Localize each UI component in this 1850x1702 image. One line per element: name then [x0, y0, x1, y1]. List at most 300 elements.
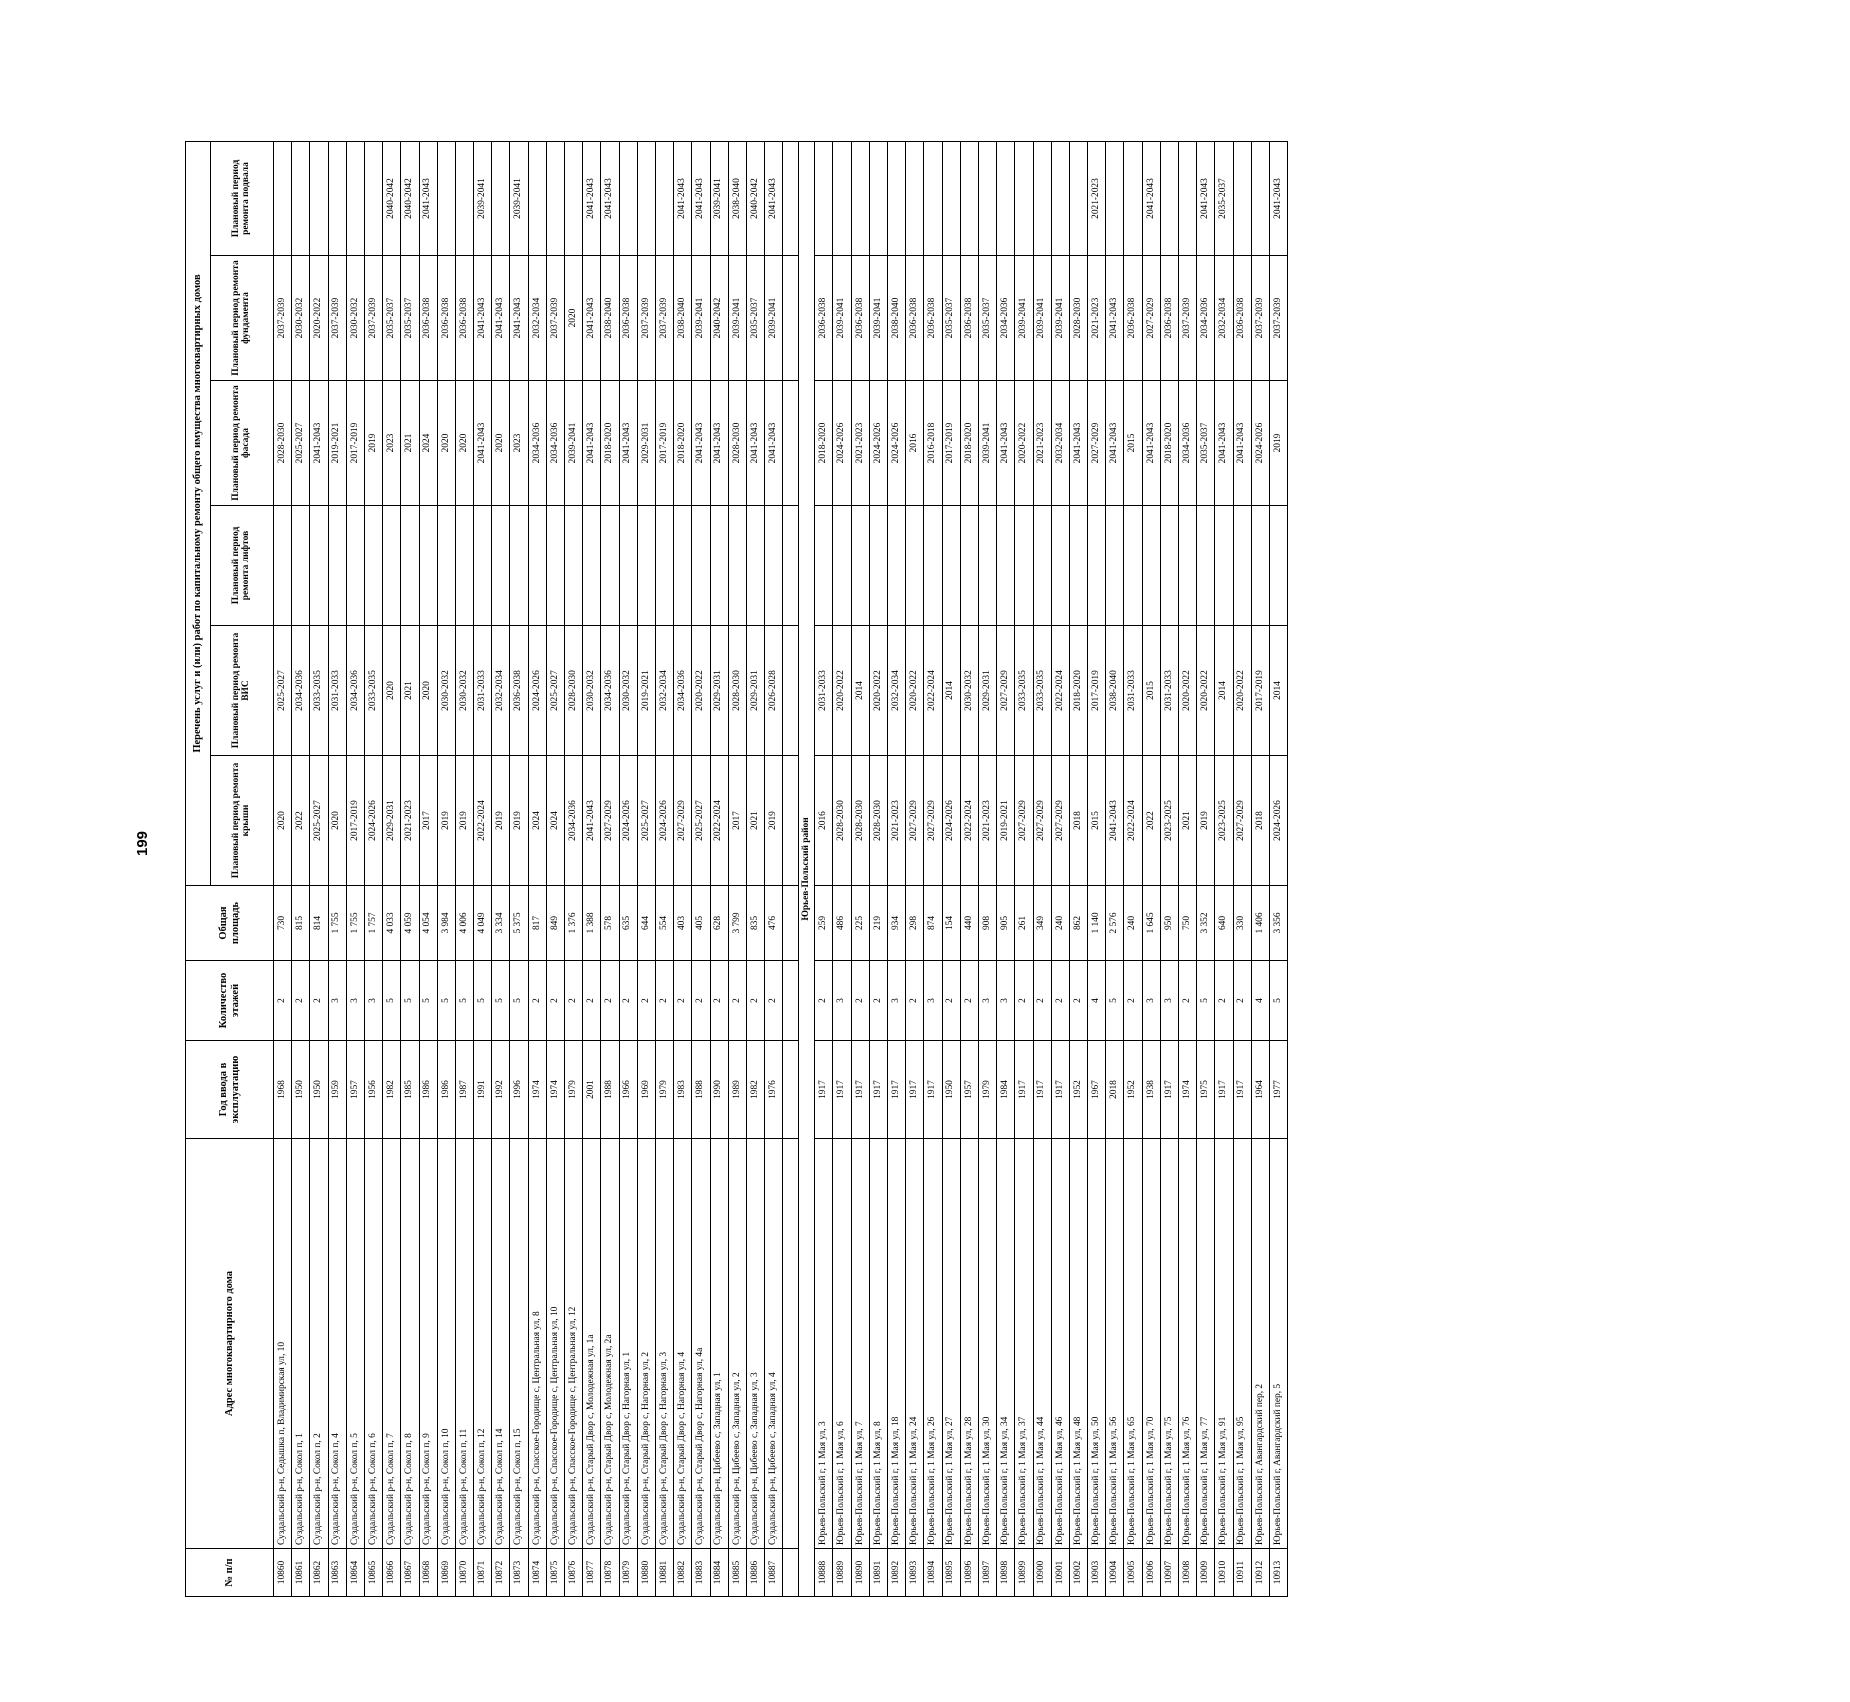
cell-basement	[1033, 142, 1051, 256]
cell-area: 950	[1160, 886, 1178, 961]
cell-foundation: 2039-2041	[833, 256, 851, 381]
cell-year: 1967	[1088, 1041, 1106, 1139]
cell-facade: 2041-2043	[692, 381, 710, 506]
cell-vis: 2029-2031	[978, 626, 996, 756]
cell-num: 10896	[960, 1549, 978, 1597]
cell-lifts	[274, 506, 292, 626]
cell-address: Юрьев-Польский г, 1 Мая ул, 76	[1179, 1139, 1197, 1549]
blank-cell	[783, 1139, 799, 1549]
cell-facade: 2015	[1124, 381, 1142, 506]
cell-year: 1950	[292, 1041, 310, 1139]
table-row	[1233, 142, 1251, 1597]
cell-lifts	[674, 506, 692, 626]
cell-floors: 2	[1069, 961, 1087, 1041]
cell-facade: 2017-2019	[346, 381, 364, 506]
cell-roof: 2019	[765, 756, 783, 886]
cell-floors: 5	[437, 961, 455, 1041]
cell-foundation: 2039-2041	[692, 256, 710, 381]
cell-address: Суздальский р-н, Цибеево с, Западная ул, 1	[710, 1139, 728, 1549]
cell-floors: 3	[833, 961, 851, 1041]
cell-roof: 2021-2023	[978, 756, 996, 886]
cell-vis: 2029-2031	[746, 626, 764, 756]
cell-facade: 2020	[455, 381, 473, 506]
cell-facade: 2021-2023	[1033, 381, 1051, 506]
cell-facade: 2034-2036	[546, 381, 564, 506]
cell-basement	[1106, 142, 1124, 256]
cell-foundation: 2037-2039	[1179, 256, 1197, 381]
cell-floors: 2	[292, 961, 310, 1041]
cell-address: Суздальский р-н, Старый Двор с, Нагорная ул, 3	[655, 1139, 673, 1549]
blank-cell	[783, 381, 799, 506]
cell-facade: 2041-2043	[583, 381, 601, 506]
cell-lifts	[1160, 506, 1178, 626]
cell-foundation: 2036-2038	[815, 256, 833, 381]
cell-address: Юрьев-Польский г, 1 Мая ул, 46	[1051, 1139, 1069, 1549]
cell-floors: 5	[1269, 961, 1287, 1041]
cell-address: Суздальский р-н, Сокол п, 2	[310, 1139, 328, 1549]
cell-year: 1968	[274, 1041, 292, 1139]
rotated-page	[180, 0, 1850, 1587]
cell-facade: 2028-2030	[274, 381, 292, 506]
cell-area: 644	[637, 886, 655, 961]
cell-num: 10882	[674, 1549, 692, 1597]
cell-year: 1956	[364, 1041, 382, 1139]
cell-year: 1982	[383, 1041, 401, 1139]
cell-lifts	[419, 506, 437, 626]
cell-foundation: 2039-2041	[765, 256, 783, 381]
cell-address: Юрьев-Польский г, 1 Мая ул, 48	[1069, 1139, 1087, 1549]
cell-address: Суздальский р-н, Сокол п, 12	[474, 1139, 492, 1549]
cell-foundation: 2036-2038	[419, 256, 437, 381]
cell-lifts	[978, 506, 996, 626]
cell-address: Юрьев-Польский г, 1 Мая ул, 91	[1215, 1139, 1233, 1549]
cell-area: 554	[655, 886, 673, 961]
table-row	[565, 142, 583, 1597]
cell-num: 10875	[546, 1549, 564, 1597]
cell-area: 1 140	[1088, 886, 1106, 961]
cell-address: Суздальский р-н, Старый Двор с, Нагорная ул, 1	[619, 1139, 637, 1549]
cell-floors: 4	[1251, 961, 1269, 1041]
cell-area: 1 376	[565, 886, 583, 961]
cell-floors: 3	[888, 961, 906, 1041]
cell-floors: 5	[492, 961, 510, 1041]
cell-area: 440	[960, 886, 978, 961]
cell-address: Суздальский р-н, Старый Двор с, Нагорная ул, 4а	[692, 1139, 710, 1549]
table-row	[546, 142, 564, 1597]
cell-lifts	[692, 506, 710, 626]
cell-facade: 2018-2020	[601, 381, 619, 506]
cell-num: 10909	[1197, 1549, 1215, 1597]
cell-roof: 2015	[1088, 756, 1106, 886]
cell-facade: 2032-2034	[1051, 381, 1069, 506]
cell-area: 3 352	[1197, 886, 1215, 961]
cell-facade: 2024-2026	[1251, 381, 1269, 506]
table-row	[851, 142, 869, 1597]
cell-facade: 2019	[1269, 381, 1287, 506]
cell-foundation: 2032-2034	[1215, 256, 1233, 381]
cell-facade: 2021-2023	[851, 381, 869, 506]
cell-roof: 2024-2026	[619, 756, 637, 886]
cell-roof: 2024-2026	[655, 756, 673, 886]
cell-roof: 2022	[292, 756, 310, 886]
cell-foundation: 2035-2037	[746, 256, 764, 381]
cell-roof: 2021	[1179, 756, 1197, 886]
cell-lifts	[1142, 506, 1160, 626]
cell-area: 219	[869, 886, 887, 961]
cell-roof: 2021	[746, 756, 764, 886]
cell-year: 1985	[401, 1041, 419, 1139]
cell-num: 10878	[601, 1549, 619, 1597]
cell-lifts	[401, 506, 419, 626]
cell-floors: 5	[474, 961, 492, 1041]
cell-address: Юрьев-Польский г, 1 Мая ул, 28	[960, 1139, 978, 1549]
cell-foundation: 2020	[565, 256, 583, 381]
cell-basement: 2039-2041	[474, 142, 492, 256]
table-row	[978, 142, 996, 1597]
cell-year: 1988	[601, 1041, 619, 1139]
table-row	[455, 142, 473, 1597]
cell-basement	[364, 142, 382, 256]
cell-area: 259	[815, 886, 833, 961]
cell-year: 1917	[851, 1041, 869, 1139]
table-row	[1160, 142, 1178, 1597]
cell-area: 578	[601, 886, 619, 961]
cell-basement	[492, 142, 510, 256]
cell-area: 640	[1215, 886, 1233, 961]
cell-floors: 3	[346, 961, 364, 1041]
cell-vis: 2014	[942, 626, 960, 756]
header-floors: Количество этажей	[186, 961, 274, 1041]
table-row	[1269, 142, 1287, 1597]
cell-roof: 2028-2030	[869, 756, 887, 886]
cell-lifts	[960, 506, 978, 626]
cell-address: Суздальский р-н, Сокол п, 7	[383, 1139, 401, 1549]
cell-area: 1 755	[346, 886, 364, 961]
cell-foundation: 2030-2032	[346, 256, 364, 381]
cell-vis: 2034-2036	[601, 626, 619, 756]
cell-floors: 3	[1142, 961, 1160, 1041]
cell-foundation: 2028-2030	[1069, 256, 1087, 381]
cell-vis: 2030-2032	[619, 626, 637, 756]
cell-num: 10905	[1124, 1549, 1142, 1597]
cell-floors: 5	[383, 961, 401, 1041]
cell-year: 1917	[1233, 1041, 1251, 1139]
cell-roof: 2018	[1069, 756, 1087, 886]
table-row	[869, 142, 887, 1597]
cell-lifts	[815, 506, 833, 626]
cell-address: Юрьев-Польский г, 1 Мая ул, 27	[942, 1139, 960, 1549]
table-row	[619, 142, 637, 1597]
cell-area: 4 054	[419, 886, 437, 961]
table-row	[1124, 142, 1142, 1597]
cell-roof: 2024-2026	[364, 756, 382, 886]
cell-basement	[888, 142, 906, 256]
cell-roof: 2021-2023	[888, 756, 906, 886]
cell-facade: 2039-2041	[565, 381, 583, 506]
cell-facade: 2018-2020	[1160, 381, 1178, 506]
cell-address: Юрьев-Польский г, 1 Мая ул, 7	[851, 1139, 869, 1549]
cell-num: 10872	[492, 1549, 510, 1597]
cell-year: 1988	[692, 1041, 710, 1139]
table-row	[310, 142, 328, 1597]
cell-foundation: 2036-2038	[924, 256, 942, 381]
cell-facade: 2041-2043	[997, 381, 1015, 506]
cell-roof: 2023-2025	[1215, 756, 1233, 886]
cell-facade: 2020-2022	[1015, 381, 1033, 506]
cell-foundation: 2036-2038	[960, 256, 978, 381]
cell-basement	[437, 142, 455, 256]
cell-area: 4 006	[455, 886, 473, 961]
cell-facade: 2041-2043	[710, 381, 728, 506]
cell-address: Суздальский р-н, Старый Двор с, Молодежная ул, 1а	[583, 1139, 601, 1549]
cell-area: 486	[833, 886, 851, 961]
cell-vis: 2029-2031	[710, 626, 728, 756]
cell-facade: 2016	[906, 381, 924, 506]
cell-year: 1990	[710, 1041, 728, 1139]
header-roof: Плановый период ремонта крыши	[211, 756, 274, 886]
cell-lifts	[1033, 506, 1051, 626]
cell-facade: 2029-2031	[637, 381, 655, 506]
cell-year: 1917	[869, 1041, 887, 1139]
blank-cell	[783, 1549, 799, 1597]
cell-floors: 3	[924, 961, 942, 1041]
cell-foundation: 2039-2041	[728, 256, 746, 381]
cell-address: Юрьев-Польский г, 1 Мая ул, 8	[869, 1139, 887, 1549]
cell-basement	[310, 142, 328, 256]
cell-num: 10880	[637, 1549, 655, 1597]
cell-year: 1979	[565, 1041, 583, 1139]
cell-lifts	[906, 506, 924, 626]
cell-year: 1987	[455, 1041, 473, 1139]
cell-facade: 2041-2043	[1215, 381, 1233, 506]
cell-floors: 2	[637, 961, 655, 1041]
cell-lifts	[474, 506, 492, 626]
cell-facade: 2034-2036	[528, 381, 546, 506]
cell-vis: 2028-2030	[565, 626, 583, 756]
cell-vis: 2032-2034	[655, 626, 673, 756]
cell-floors: 2	[906, 961, 924, 1041]
cell-roof: 2016	[815, 756, 833, 886]
cell-floors: 2	[851, 961, 869, 1041]
cell-roof: 2027-2029	[674, 756, 692, 886]
cell-floors: 2	[869, 961, 887, 1041]
cell-foundation: 2021-2023	[1088, 256, 1106, 381]
table-row	[1033, 142, 1051, 1597]
cell-foundation: 2036-2038	[1233, 256, 1251, 381]
cell-vis: 2020-2022	[906, 626, 924, 756]
cell-facade: 2041-2043	[1069, 381, 1087, 506]
cell-area: 405	[692, 886, 710, 961]
cell-lifts	[637, 506, 655, 626]
cell-basement	[978, 142, 996, 256]
cell-year: 2001	[583, 1041, 601, 1139]
cell-basement	[960, 142, 978, 256]
cell-lifts	[728, 506, 746, 626]
cell-area: 3 984	[437, 886, 455, 961]
cell-lifts	[924, 506, 942, 626]
cell-lifts	[746, 506, 764, 626]
cell-roof: 2024-2026	[942, 756, 960, 886]
cell-address: Суздальский р-н, Спасское-Городище с, Центральная ул, 10	[546, 1139, 564, 1549]
table-body	[274, 142, 1288, 1597]
cell-foundation: 2037-2039	[274, 256, 292, 381]
cell-area: 835	[746, 886, 764, 961]
cell-roof: 2034-2036	[565, 756, 583, 886]
cell-floors: 2	[655, 961, 673, 1041]
cell-address: Юрьев-Польский г, 1 Мая ул, 6	[833, 1139, 851, 1549]
cell-year: 1957	[346, 1041, 364, 1139]
cell-facade: 2017-2019	[942, 381, 960, 506]
cell-roof: 2017	[419, 756, 437, 886]
cell-basement	[292, 142, 310, 256]
table-row	[997, 142, 1015, 1597]
blank-cell	[783, 961, 799, 1041]
cell-area: 2 576	[1106, 886, 1124, 961]
cell-roof: 2022	[1142, 756, 1160, 886]
cell-year: 1969	[637, 1041, 655, 1139]
cell-num: 10901	[1051, 1549, 1069, 1597]
header-group: Перечень услуг и (или) работ по капитальному ремонту общего имущества многоквартирных домов	[186, 142, 211, 886]
cell-floors: 2	[765, 961, 783, 1041]
cell-year: 1957	[960, 1041, 978, 1139]
cell-roof: 2027-2029	[1051, 756, 1069, 886]
cell-address: Суздальский р-н, Сокол п, 15	[510, 1139, 528, 1549]
cell-roof: 2019	[455, 756, 473, 886]
cell-num: 10897	[978, 1549, 996, 1597]
cell-floors: 3	[1160, 961, 1178, 1041]
cell-facade: 2018-2020	[960, 381, 978, 506]
cell-roof: 2027-2029	[1233, 756, 1251, 886]
cell-year: 1950	[942, 1041, 960, 1139]
cell-floors: 2	[583, 961, 601, 1041]
repair-schedule-table	[185, 141, 1288, 1597]
cell-area: 1 645	[1142, 886, 1160, 961]
cell-area: 3 356	[1269, 886, 1287, 961]
cell-foundation: 2036-2038	[1160, 256, 1178, 381]
cell-floors: 2	[619, 961, 637, 1041]
cell-area: 628	[710, 886, 728, 961]
cell-facade: 2017-2019	[655, 381, 673, 506]
cell-vis: 2020-2022	[869, 626, 887, 756]
cell-roof: 2027-2029	[601, 756, 619, 886]
table-row	[746, 142, 764, 1597]
cell-vis: 2030-2032	[437, 626, 455, 756]
cell-lifts	[869, 506, 887, 626]
cell-num: 10877	[583, 1549, 601, 1597]
cell-vis: 2017-2019	[1251, 626, 1269, 756]
cell-facade: 2021	[401, 381, 419, 506]
cell-lifts	[1233, 506, 1251, 626]
cell-vis: 2014	[1269, 626, 1287, 756]
table-row	[583, 142, 601, 1597]
cell-address: Суздальский р-н, Сокол п, 10	[437, 1139, 455, 1549]
cell-area: 635	[619, 886, 637, 961]
cell-area: 934	[888, 886, 906, 961]
cell-num: 10885	[728, 1549, 746, 1597]
cell-roof: 2017-2019	[346, 756, 364, 886]
cell-year: 1917	[1160, 1041, 1178, 1139]
cell-vis: 2020-2022	[1233, 626, 1251, 756]
cell-area: 1 406	[1251, 886, 1269, 961]
cell-area: 1 757	[364, 886, 382, 961]
region-title: Юрьев-Польский район	[799, 142, 815, 1597]
cell-vis: 2030-2032	[583, 626, 601, 756]
cell-vis: 2024-2026	[528, 626, 546, 756]
cell-num: 10876	[565, 1549, 583, 1597]
cell-floors: 2	[960, 961, 978, 1041]
cell-num: 10879	[619, 1549, 637, 1597]
cell-area: 330	[1233, 886, 1251, 961]
cell-address: Суздальский р-н, Цибеево с, Западная ул, 3	[746, 1139, 764, 1549]
cell-year: 1917	[906, 1041, 924, 1139]
cell-address: Суздальский р-н, Цибеево с, Западная ул, 2	[728, 1139, 746, 1549]
cell-vis: 2020-2022	[1197, 626, 1215, 756]
cell-lifts	[292, 506, 310, 626]
cell-roof: 2025-2027	[637, 756, 655, 886]
cell-num: 10908	[1179, 1549, 1197, 1597]
cell-vis: 2022-2024	[924, 626, 942, 756]
cell-lifts	[765, 506, 783, 626]
cell-area: 1 755	[328, 886, 346, 961]
cell-year: 1979	[655, 1041, 673, 1139]
cell-floors: 2	[1033, 961, 1051, 1041]
cell-basement	[528, 142, 546, 256]
cell-foundation: 2036-2038	[619, 256, 637, 381]
cell-basement: 2038-2040	[728, 142, 746, 256]
cell-floors: 2	[274, 961, 292, 1041]
table-row	[1251, 142, 1269, 1597]
table-row	[601, 142, 619, 1597]
cell-facade: 2041-2043	[1142, 381, 1160, 506]
table-row	[888, 142, 906, 1597]
cell-lifts	[510, 506, 528, 626]
table-row	[906, 142, 924, 1597]
cell-lifts	[310, 506, 328, 626]
cell-lifts	[942, 506, 960, 626]
cell-vis: 2017-2019	[1088, 626, 1106, 756]
cell-address: Юрьев-Польский г, 1 Мая ул, 37	[1015, 1139, 1033, 1549]
blank-cell	[783, 256, 799, 381]
table-row	[1179, 142, 1197, 1597]
cell-area: 4 049	[474, 886, 492, 961]
cell-num: 10871	[474, 1549, 492, 1597]
cell-basement	[851, 142, 869, 256]
cell-area: 814	[310, 886, 328, 961]
cell-address: Суздальский р-н, Цибеево с, Западная ул, 4	[765, 1139, 783, 1549]
cell-basement: 2041-2043	[692, 142, 710, 256]
cell-year: 1917	[833, 1041, 851, 1139]
table-row	[328, 142, 346, 1597]
cell-num: 10868	[419, 1549, 437, 1597]
page-number: 199	[134, 830, 152, 857]
cell-foundation: 2039-2041	[1015, 256, 1033, 381]
cell-area: 225	[851, 886, 869, 961]
cell-area: 874	[924, 886, 942, 961]
cell-area: 815	[292, 886, 310, 961]
cell-lifts	[455, 506, 473, 626]
cell-roof: 2027-2029	[1015, 756, 1033, 886]
cell-year: 1917	[888, 1041, 906, 1139]
cell-lifts	[1251, 506, 1269, 626]
cell-basement	[274, 142, 292, 256]
cell-vis: 2014	[1215, 626, 1233, 756]
cell-address: Суздальский р-н, Сокол п, 9	[419, 1139, 437, 1549]
cell-basement	[637, 142, 655, 256]
cell-year: 1974	[546, 1041, 564, 1139]
cell-foundation: 2036-2038	[455, 256, 473, 381]
cell-basement: 2039-2041	[710, 142, 728, 256]
cell-roof: 2041-2043	[1106, 756, 1124, 886]
